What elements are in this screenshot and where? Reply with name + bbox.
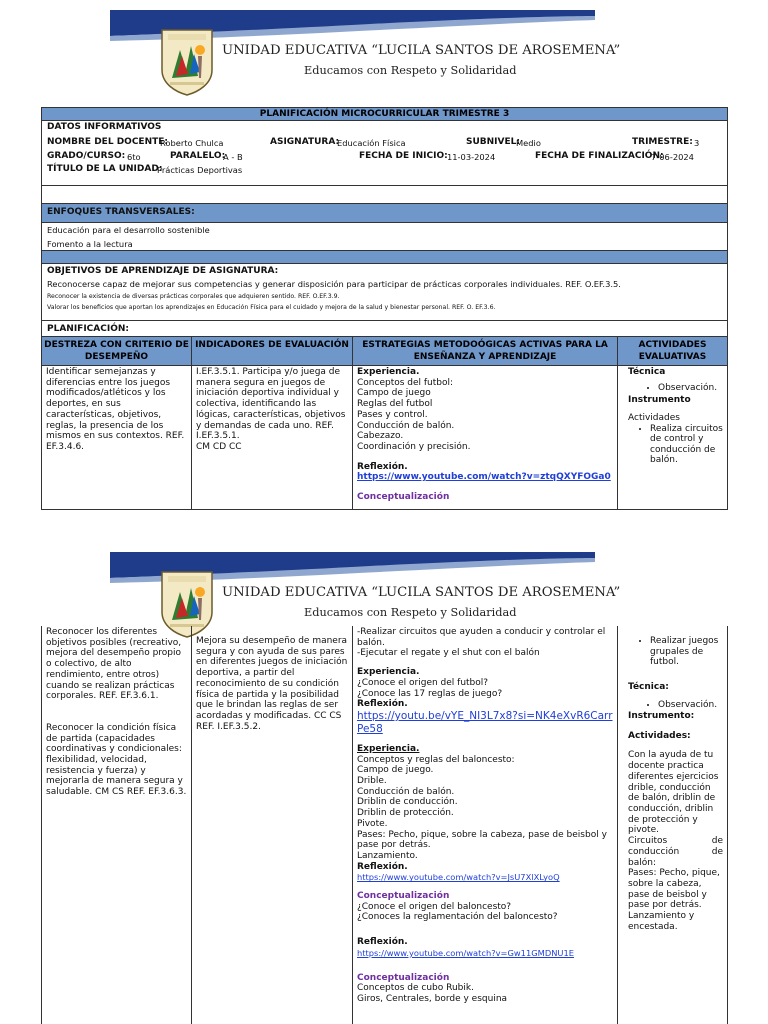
conc1-label: Conceptualización: [357, 891, 450, 902]
subnivel-label: SUBNIVEL:: [466, 137, 520, 147]
act-item-1: • Realizar juegos grupales de futbol.: [650, 636, 723, 668]
act-text-2: Circuitos de conducción de balón:: [628, 836, 723, 868]
objetivos-block: [41, 263, 728, 321]
plan-title-bar: [41, 107, 728, 121]
trimestre-value: 3: [694, 138, 700, 148]
exp1-line: ¿Conoce las 17 reglas de juego?: [357, 688, 503, 699]
spacer-row: [41, 185, 728, 204]
estrategia-line: Coordinación y precisión.: [357, 441, 471, 452]
estrategia-line: Reglas del futbol: [357, 399, 433, 410]
strat-intro-line: -Ejecutar el regate y el shut con el balón: [357, 648, 540, 659]
page-2: [0, 540, 768, 1024]
act-tecnica-label: Técnica: [628, 367, 666, 377]
plan-title: PLANIFICACIÓN MICROCURRICULAR TRIMESTRE 3: [259, 109, 510, 119]
ref2-link[interactable]: https://www.youtube.com/watch?v=JsU7XlXLyoQ: [357, 872, 560, 883]
asignatura-label: ASIGNATURA:: [270, 137, 340, 147]
ref1-link[interactable]: https://youtu.be/vYE_NI3L7x8?si=NK4eXvR6CarrPe58: [357, 709, 613, 735]
act-tecnica-item: • Observación.: [658, 383, 723, 394]
school-name: UNIDAD EDUCATIVA “LUCILA SANTOS DE AROSEMENA”: [222, 585, 621, 600]
trimestre-label: TRIMESTRE:: [632, 137, 693, 147]
reflexion-link[interactable]: https://www.youtube.com/watch?v=ztqQXYFOGa0: [357, 472, 611, 483]
indicador-text: Mejora su desempeño de manera segura y con ayuda de sus pares en diferentes juegos de iniciación deportiva, a partir del reconocimiento de su condición física de partida y la posibilidad que le brindan las reglas de ser acordadas y modificadas. CC CS REF. I.EF.3.5.2.: [196, 636, 348, 732]
docente-value: Roberto Chulca: [160, 138, 224, 148]
conc2-line: Giros, Centrales, borde y esquina: [357, 993, 508, 1004]
conc1-line: ¿Conoce el origen del baloncesto?: [357, 901, 512, 912]
objetivo-2: Reconocer la existencia de diversas prácticas corporales que adquieren sentido. REF. O.EF.3.9.: [47, 293, 340, 300]
enfoques-header: [41, 203, 728, 223]
act-tecnica-label: Técnica:: [628, 681, 669, 692]
enfoques-label: ENFOQUES TRANSVERSALES:: [47, 207, 195, 217]
destreza-text-1: Reconocer los diferentes objetivos posibles (recreativo, mejora del desempeño propio o colectivo, de alto rendimiento, entre otros) cuando se realizan prácticas corporales. REF. EF.3.6.1.: [46, 627, 182, 702]
exp2-line: Pivote.: [357, 818, 388, 829]
exp2-line: Pases: Pecho, pique, sobre la cabeza, pase de beisbol y pase por detrás.: [357, 829, 607, 851]
conc1-line: ¿Conoces la reglamentación del baloncesto?: [357, 912, 558, 923]
indicador-text: I.EF.3.5.1. Participa y/o juega de manera segura en juegos de iniciación deportiva individual y colectiva, identificando las lógicas, características, objetivos y demandas de cada uno. REF. I.EF.3.5.1. CM CD CC: [196, 367, 346, 452]
estrategia-line: Conceptos del futbol:: [357, 377, 454, 388]
grado-value: 6to: [127, 152, 141, 162]
objetivo-3: Valorar los beneficios que aportan los aprendizajes en Educación Física para el cuidado y mejora de la salud y bienestar personal. REF. O. EF.3.6.: [47, 304, 496, 311]
paralelo-label: PARALELO:: [170, 151, 226, 161]
exp2-line: Conceptos y reglas del baloncesto:: [357, 754, 515, 765]
indicador-cell: [192, 626, 353, 1024]
plan-body-row: [41, 365, 728, 510]
datos-informativos: [41, 120, 728, 186]
act-text-4: Lanzamiento y encestada.: [628, 911, 695, 932]
estrategia-cell: [353, 366, 618, 509]
estrategia-title: Experiencia.: [357, 367, 420, 377]
grado-label: GRADO/CURSO:: [47, 151, 126, 161]
inicio-value: 11-03-2024: [447, 152, 496, 162]
exp2-line: Lanzamiento.: [357, 850, 418, 861]
exp2-line: Conducción de balón.: [357, 786, 455, 797]
conc2-line: Conceptos de cubo Rubik.: [357, 983, 474, 994]
col-header-indicadores: INDICADORES DE EVALUACIÓN: [192, 337, 353, 365]
enfoques-body: [41, 222, 728, 251]
school-motto: Educamos con Respeto y Solidaridad: [304, 606, 517, 619]
exp2-line: Driblin de conducción.: [357, 797, 458, 808]
enfoque-2: Fomento a la lectura: [47, 239, 133, 249]
school-name: UNIDAD EDUCATIVA “LUCILA SANTOS DE AROSEMENA”: [222, 43, 621, 58]
reflexion-label: Reflexión.: [357, 461, 408, 472]
plan-body-row-continued: [41, 626, 728, 1024]
docente-label: NOMBRE DEL DOCENTE:: [47, 137, 168, 147]
estrategia-line: Campo de juego: [357, 388, 431, 399]
strat-intro-line: -Realizar circuitos que ayuden a conducir y controlar el balón.: [357, 627, 606, 648]
destreza-text-2: Reconocer la condición física de partida (capacidades coordinativas y condicionales: flexibilidad, velocidad, resistencia y fuerza) y mejorarla de manera segura y saludable. CM CS REF. EF.3.6.3.: [46, 722, 187, 798]
exp2-label: Experiencia.: [357, 743, 420, 754]
planificacion-row: [41, 320, 728, 337]
estrategia-cell: [353, 626, 618, 1024]
final-value: 7-06-2024: [651, 152, 694, 162]
indicador-cell: [192, 366, 353, 509]
exp2-line: Campo de juego.: [357, 765, 434, 776]
actividades-cell: [618, 626, 727, 1024]
divider-bar: [41, 250, 728, 264]
conceptualizacion-label: Conceptualización: [357, 492, 450, 503]
ref3-label: Reflexión.: [357, 937, 408, 948]
ref1-label: Reflexión.: [357, 699, 408, 710]
act-tecnica-item: • Observación.: [658, 700, 723, 711]
exp2-line: Driblin de protección.: [357, 808, 454, 819]
act-text-3: Pases: Pecho, pique, sobre la cabeza, pase de beisbol y pase por detrás.: [628, 868, 720, 911]
subnivel-value: Medio: [516, 138, 541, 148]
act-text-1: Con la ayuda de tu docente practica diferentes ejercicios drible, conducción de balón, driblin de conducción, driblin de protección y pivote.: [628, 750, 719, 836]
paralelo-value: A - B: [223, 152, 243, 162]
final-label: FECHA DE FINALIZACIÓN:: [535, 151, 664, 161]
act-actividades-label: Actividades:: [628, 730, 691, 741]
act-actividades-label: Actividades: [628, 413, 680, 423]
destreza-cell: [42, 626, 192, 1024]
act-actividad-item: • Realiza circuitos de control y conducción de balón.: [650, 424, 723, 466]
inicio-label: FECHA DE INICIO:: [359, 151, 448, 161]
unidad-value: Prácticas Deportivas: [157, 165, 243, 175]
estrategia-line: Cabezazo.: [357, 431, 404, 442]
act-instrumento-label: Instrumento: [628, 395, 691, 406]
ref3-link[interactable]: https://www.youtube.com/watch?v=Gw11GMDNU1E: [357, 947, 575, 958]
datos-label: DATOS INFORMATIVOS: [47, 122, 162, 132]
exp1-label: Experiencia.: [357, 667, 420, 678]
conc2-label: Conceptualización: [357, 972, 450, 983]
exp1-line: ¿Conoce el origen del futbol?: [357, 677, 489, 688]
asignatura-value: Educación Física: [337, 138, 406, 148]
objetivo-1: Reconocerse capaz de mejorar sus competencias y generar disposición para participar de prácticas corporales individuales. REF. O.EF.3.5.: [47, 279, 621, 289]
actividades-cell: [618, 366, 727, 509]
school-logo: [158, 26, 216, 96]
destreza-cell: [42, 366, 192, 509]
estrategia-line: Conducción de balón.: [357, 420, 455, 431]
exp2-line: Drible.: [357, 776, 387, 787]
act-instrumento-label: Instrumento:: [628, 711, 695, 722]
school-header: [110, 8, 621, 103]
columns-header: [41, 336, 728, 366]
unidad-label: TÍTULO DE LA UNIDAD:: [47, 164, 163, 174]
col-header-actividades: ACTIVIDADES EVALUATIVAS: [638, 340, 707, 362]
col-header-destreza: DESTREZA CON CRITERIO DE DESEMPEÑO: [42, 337, 192, 365]
estrategia-line: Pases y control.: [357, 409, 428, 420]
planificacion-label: PLANIFICACIÓN:: [47, 324, 129, 334]
col-header-estrategias: ESTRATEGIAS METODOÓGICAS ACTIVAS PARA LA ENSEÑANZA Y APRENDIZAJE: [353, 337, 618, 365]
enfoque-1: Educación para el desarrollo sostenible: [47, 225, 210, 235]
school-motto: Educamos con Respeto y Solidaridad: [304, 64, 517, 77]
objetivos-label: OBJETIVOS DE APRENDIZAJE DE ASIGNATURA:: [47, 266, 279, 276]
destreza-text: Identificar semejanzas y diferencias entre los juegos modificados/atléticos y los deportes, en sus características, objetivos, reglas, la presencia de los mismos en sus contextos. REF. EF.3.4.6.: [46, 367, 185, 452]
ref2-label: Reflexión.: [357, 861, 408, 872]
